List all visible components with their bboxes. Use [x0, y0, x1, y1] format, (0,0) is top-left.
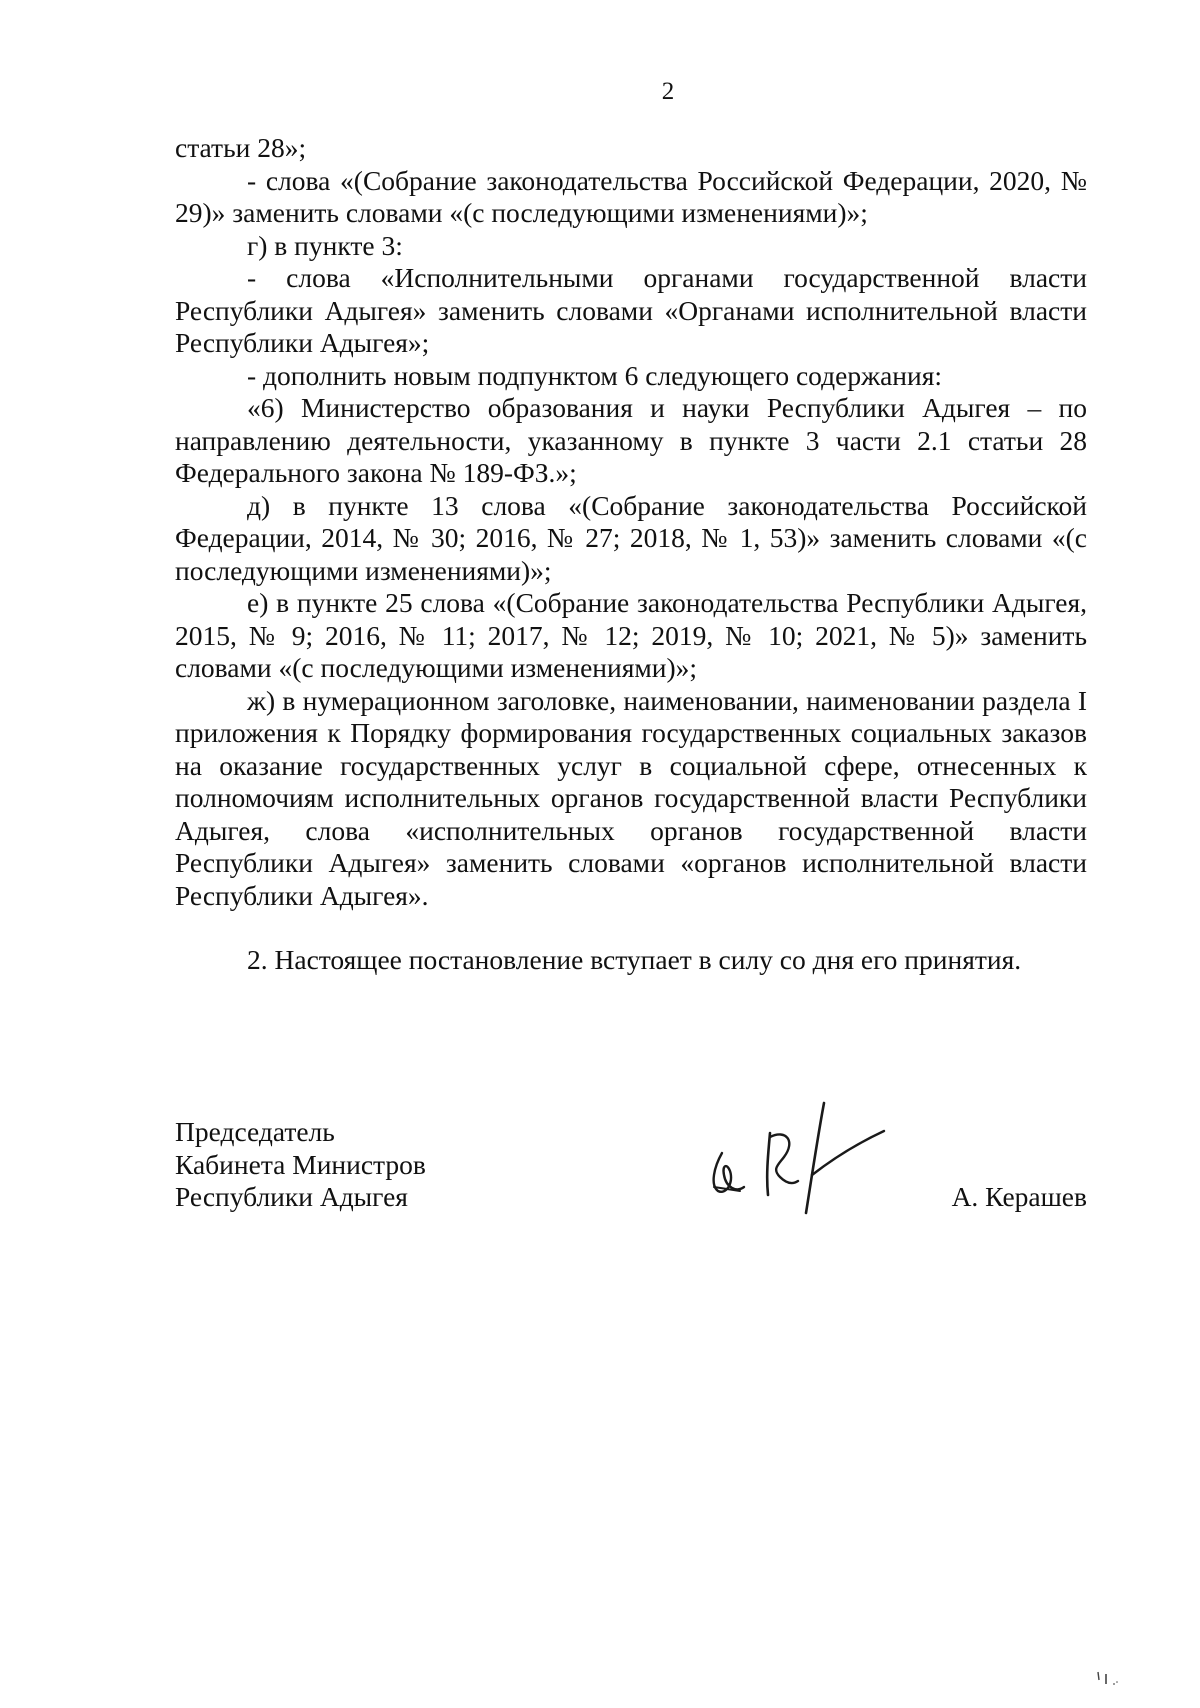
paragraph-subpoint-6: «6) Министерство образования и науки Республики Адыгея – по направлению деятельности, указанному в пункте 3 части 2.1 статьи 28 Федерального закона № 189-ФЗ.»;: [175, 392, 1087, 488]
signatory-title-line-2: Кабинета Министров: [175, 1148, 426, 1180]
page-number: 2: [661, 78, 675, 105]
paragraph-numbering-heading: ж) в нумерационном заголовке, наименовании, наименовании раздела I приложения к Порядку формирования государственных социальных заказов на оказание государственных услуг в социальной сфере, отнесенных к полномочиям исполнительных органов государственной власти Республики Адыгея, слова «исполнительных органов государственной власти Республики Адыгея» заменить словами «органов исполнительной власти Республики Адыгея».: [175, 684, 1087, 911]
signatory-title: [175, 1116, 426, 1214]
paragraph-amendment-words-2020: - слова «(Собрание законодательства Российской Федерации, 2020, № 29)» заменить словами «(с последующими изменениями)»;: [175, 164, 1087, 228]
paragraph-point-3-words: - слова «Исполнительными органами государственной власти Республики Адыгея» заменить словами «Органами исполнительной власти Республики Адыгея»;: [175, 262, 1087, 358]
signatory-name: А. Керашев: [951, 1181, 1087, 1212]
paragraph-continuation: статьи 28»;: [175, 132, 307, 163]
paragraph-add-subpoint: - дополнить новым подпунктом 6 следующего содержания:: [247, 359, 943, 391]
scan-artifact-mark: [1092, 1668, 1122, 1688]
handwritten-signature: [700, 1095, 890, 1215]
paragraph-point-25: е) в пункте 25 слова «(Собрание законодательства Республики Адыгея, 2015, № 9; 2016, № 11; 2017, № 12; 2019, № 10; 2021, № 5)» заменить словами «(с последующими изменениями)»;: [175, 587, 1087, 683]
paragraph-point-13: д) в пункте 13 слова «(Собрание законодательства Российской Федерации, 2014, № 30; 2016, № 27; 2018, № 1, 53)» заменить словами «(с последующими изменениями)»;: [175, 489, 1087, 586]
signatory-title-line-3: Республики Адыгея: [175, 1181, 408, 1212]
signatory-title-line-1: Председатель: [175, 1116, 335, 1147]
paragraph-effective-date: 2. Настоящее постановление вступает в силу со дня его принятия.: [247, 944, 1022, 975]
document-body: [175, 132, 1087, 977]
paragraph-point-3-heading: г) в пункте 3:: [247, 229, 403, 261]
